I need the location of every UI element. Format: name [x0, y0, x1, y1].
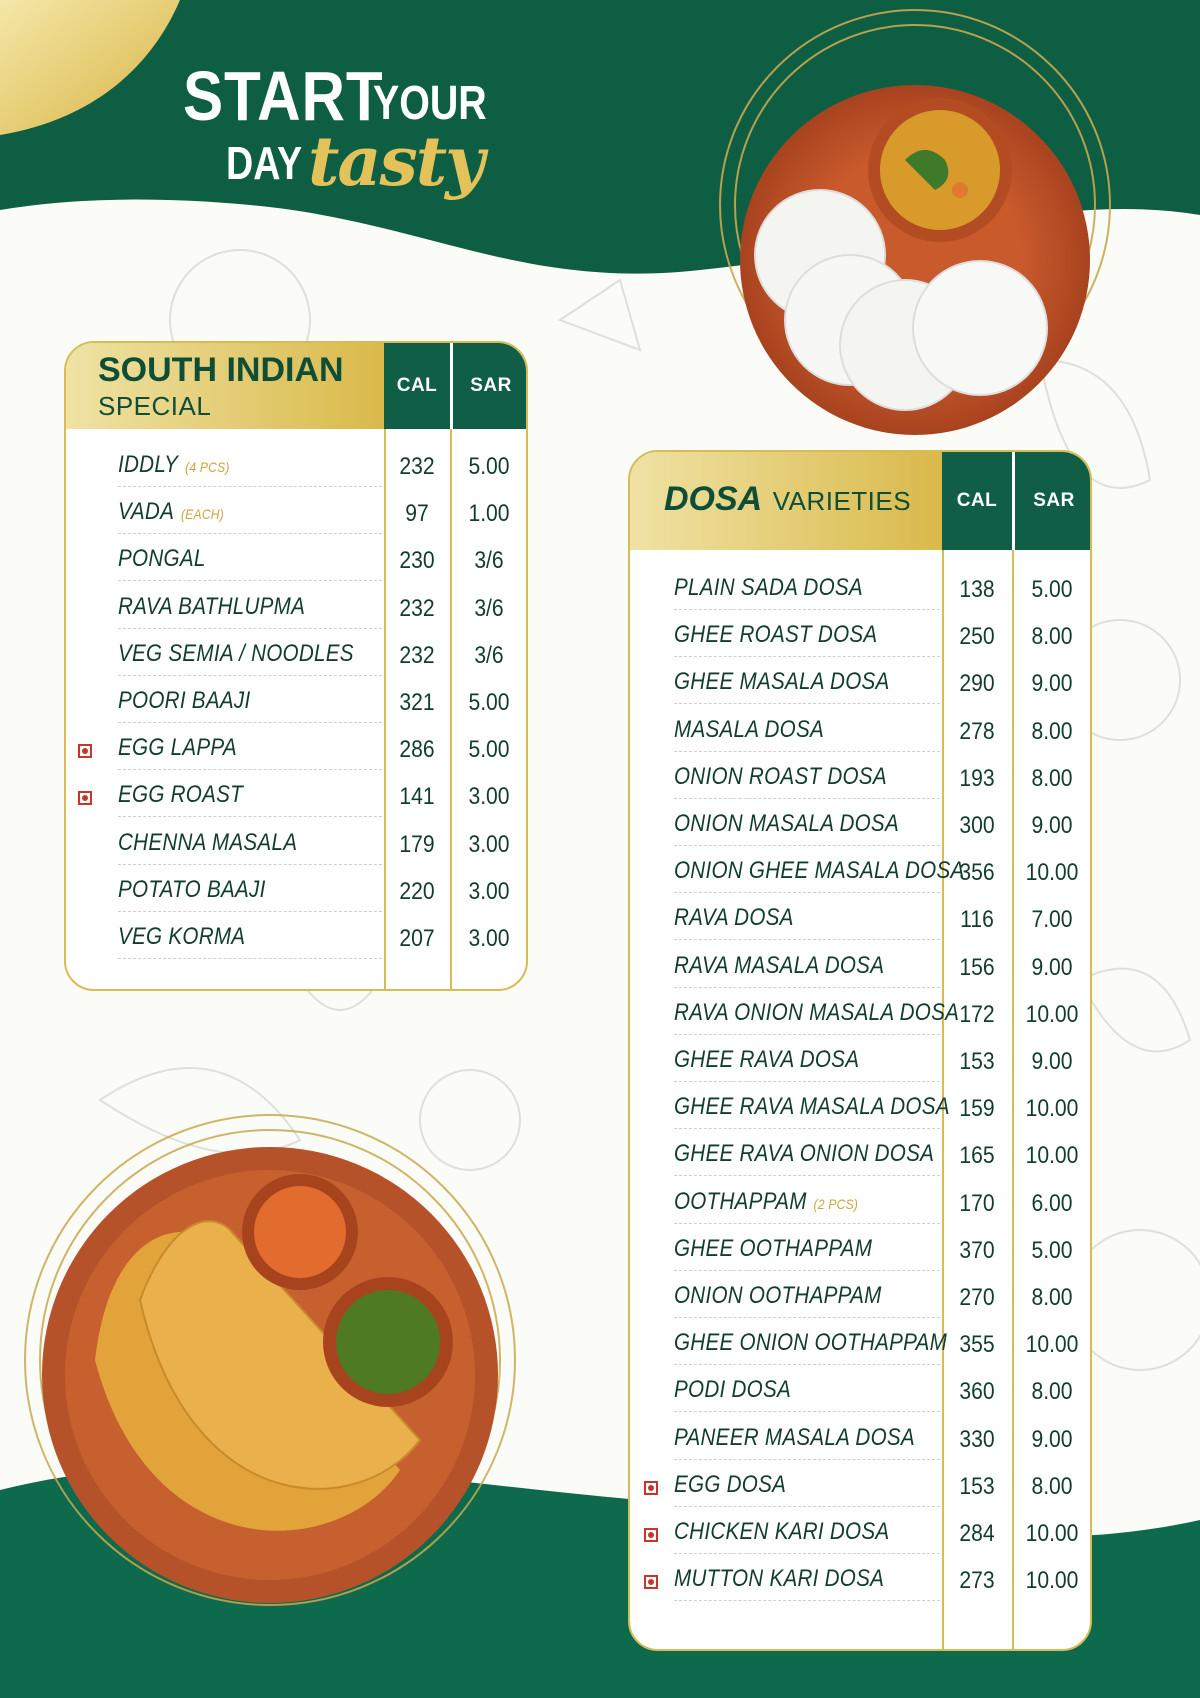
menu-row	[66, 866, 526, 912]
item-price: 6.00	[1031, 1189, 1073, 1217]
item-calories: 179	[399, 830, 435, 858]
menu-row	[630, 1319, 1090, 1365]
item-calories: 232	[399, 594, 435, 622]
headline-tasty: tasty	[308, 122, 483, 202]
item-price: 10.00	[1025, 1520, 1079, 1547]
menu-row	[66, 535, 526, 581]
item-name: ONION GHEE MASALA DOSA	[674, 857, 965, 885]
menu-row	[630, 1178, 1090, 1224]
item-calories: 232	[399, 641, 435, 669]
item-calories: 153	[959, 1472, 995, 1500]
non-veg-icon	[644, 1575, 658, 1589]
menu-row	[630, 1083, 1090, 1129]
item-name: GHEE MASALA DOSA	[674, 668, 890, 696]
item-calories: 273	[959, 1567, 995, 1595]
item-name: EGG ROAST	[118, 781, 244, 809]
menu-row	[630, 611, 1090, 657]
menu-row	[630, 1461, 1090, 1507]
headline-start: START	[183, 57, 384, 135]
item-name: IDDLY (4 PCS)	[118, 451, 230, 478]
menu-row	[66, 441, 526, 487]
item-calories: 172	[959, 1000, 995, 1028]
item-name: GHEE RAVA MASALA DOSA	[674, 1093, 950, 1121]
item-name: VEG SEMIA / NOODLES	[118, 639, 354, 667]
item-calories: 360	[959, 1378, 995, 1406]
item-calories: 207	[399, 925, 435, 952]
item-price: 10.00	[1025, 1567, 1079, 1595]
menu-row	[630, 658, 1090, 704]
dosa-header	[630, 452, 1090, 550]
item-calories: 284	[959, 1520, 995, 1547]
menu-row	[630, 1225, 1090, 1271]
item-price: 3.00	[468, 925, 510, 952]
item-name: PODI DOSA	[674, 1376, 792, 1404]
menu-row	[630, 753, 1090, 799]
south-indian-subtitle: SPECIAL	[98, 391, 212, 421]
south-indian-menu-card	[64, 341, 528, 991]
dosa-plate-image	[42, 1147, 498, 1603]
item-price: 3/6	[474, 641, 504, 669]
idly-plate-image	[740, 85, 1090, 435]
dosa-cal-header: CAL	[942, 452, 1012, 550]
item-price: 5.00	[468, 736, 510, 764]
item-price: 5.00	[1031, 576, 1073, 603]
item-price: 3.00	[468, 830, 510, 858]
headline-day: DAY	[226, 137, 303, 189]
item-price: 9.00	[1031, 812, 1073, 839]
item-price: 7.00	[1031, 906, 1073, 934]
south-indian-cal-header: CAL	[384, 343, 450, 429]
item-name: GHEE RAVA ONION DOSA	[674, 1140, 935, 1168]
item-price: 10.00	[1025, 859, 1079, 887]
item-name: CHENNA MASALA	[118, 828, 298, 856]
item-calories: 220	[399, 877, 435, 905]
menu-row	[630, 1366, 1090, 1412]
menu-row	[630, 706, 1090, 752]
item-price: 3/6	[474, 594, 504, 622]
item-calories: 138	[959, 576, 995, 603]
item-price: 10.00	[1025, 1142, 1079, 1170]
item-name: EGG LAPPA	[118, 734, 237, 762]
item-name: RAVA DOSA	[674, 904, 794, 932]
menu-row	[630, 989, 1090, 1035]
dosa-sar-header: SAR	[1012, 452, 1092, 550]
menu-row	[630, 1414, 1090, 1460]
menu-row	[630, 1272, 1090, 1318]
menu-row	[66, 724, 526, 770]
item-name: GHEE ONION OOTHAPPAM	[674, 1329, 948, 1357]
item-price: 10.00	[1025, 1331, 1079, 1359]
item-price: 10.00	[1025, 1095, 1079, 1123]
item-calories: 355	[959, 1331, 995, 1359]
item-calories: 278	[959, 717, 995, 745]
item-calories: 370	[959, 1236, 995, 1264]
item-price: 9.00	[1031, 670, 1073, 698]
item-name: POORI BAAJI	[118, 687, 251, 714]
item-calories: 193	[959, 764, 995, 792]
item-price: 5.00	[468, 453, 510, 480]
non-veg-icon	[78, 744, 92, 758]
non-veg-icon	[644, 1481, 658, 1495]
item-price: 9.00	[1031, 953, 1073, 981]
item-calories: 116	[960, 906, 994, 934]
menu-row	[630, 1130, 1090, 1176]
south-indian-sar-header: SAR	[450, 343, 528, 429]
item-calories: 97	[405, 500, 429, 528]
dosa-title: DOSA	[664, 480, 763, 518]
item-name: VADA (EACH)	[118, 498, 225, 526]
menu-row	[630, 942, 1090, 988]
item-name: PLAIN SADA DOSA	[674, 574, 863, 601]
item-price: 8.00	[1031, 764, 1073, 792]
item-name: GHEE RAVA DOSA	[674, 1046, 860, 1073]
non-veg-icon	[78, 791, 92, 805]
item-calories: 286	[399, 736, 435, 764]
menu-row	[66, 913, 526, 959]
menu-row	[66, 488, 526, 534]
item-name: OOTHAPPAM (2 PCS)	[674, 1187, 859, 1215]
item-name: ONION ROAST DOSA	[674, 762, 887, 790]
item-name: POTATO BAAJI	[118, 875, 266, 903]
item-price: 9.00	[1031, 1048, 1073, 1075]
south-indian-header	[66, 343, 526, 429]
item-name: GHEE ROAST DOSA	[674, 621, 878, 649]
item-name: RAVA ONION MASALA DOSA	[674, 998, 960, 1026]
non-veg-icon	[644, 1528, 658, 1542]
dosa-subtitle: VARIETIES	[772, 486, 912, 516]
menu-row	[630, 894, 1090, 940]
item-calories: 153	[959, 1048, 995, 1075]
item-quantity: (4 PCS)	[185, 459, 230, 475]
item-price: 8.00	[1031, 717, 1073, 745]
item-price: 8.00	[1031, 1472, 1073, 1500]
item-name: ONION OOTHAPPAM	[674, 1282, 882, 1309]
menu-row	[66, 819, 526, 865]
menu-row	[630, 1555, 1090, 1601]
item-quantity: (EACH)	[180, 506, 225, 523]
menu-row	[630, 564, 1090, 610]
south-indian-title: SOUTH INDIAN	[98, 351, 344, 389]
item-name: RAVA MASALA DOSA	[674, 951, 885, 979]
item-calories: 170	[959, 1189, 995, 1217]
menu-row	[630, 847, 1090, 893]
item-name: MASALA DOSA	[674, 715, 825, 743]
item-calories: 356	[959, 859, 995, 887]
item-calories: 165	[959, 1142, 995, 1170]
item-calories: 141	[399, 783, 435, 811]
item-name: MUTTON KARI DOSA	[674, 1565, 885, 1593]
menu-row	[66, 771, 526, 817]
item-price: 1.00	[468, 500, 510, 528]
item-calories: 330	[959, 1425, 995, 1453]
menu-row	[66, 677, 526, 723]
item-name: VEG KORMA	[118, 923, 246, 950]
menu-row	[66, 583, 526, 629]
item-price: 9.00	[1031, 1425, 1073, 1453]
item-price: 8.00	[1031, 623, 1073, 651]
menu-row	[630, 1036, 1090, 1082]
item-calories: 159	[959, 1095, 995, 1123]
item-price: 3/6	[474, 547, 504, 575]
item-price: 8.00	[1031, 1284, 1073, 1311]
item-calories: 300	[959, 812, 995, 839]
item-price: 10.00	[1025, 1000, 1079, 1028]
item-name: GHEE OOTHAPPAM	[674, 1234, 873, 1262]
menu-row	[630, 800, 1090, 846]
dosa-varieties-menu-card	[628, 450, 1092, 1651]
item-calories: 232	[399, 453, 435, 480]
menu-row	[630, 1508, 1090, 1554]
headline-your: YOUR	[373, 77, 487, 130]
item-quantity: (2 PCS)	[813, 1195, 859, 1212]
item-price: 8.00	[1031, 1378, 1073, 1406]
menu-row	[66, 630, 526, 676]
item-calories: 290	[959, 670, 995, 698]
item-price: 3.00	[468, 877, 510, 905]
item-name: PONGAL	[118, 545, 206, 573]
item-name: ONION MASALA DOSA	[674, 810, 899, 837]
item-calories: 270	[959, 1284, 995, 1311]
item-name: EGG DOSA	[674, 1470, 787, 1498]
item-name: CHICKEN KARI DOSA	[674, 1518, 890, 1545]
item-calories: 156	[959, 953, 995, 981]
item-price: 5.00	[1031, 1236, 1073, 1264]
item-price: 3.00	[468, 783, 510, 811]
item-price: 5.00	[468, 689, 510, 716]
item-calories: 230	[399, 547, 435, 575]
item-calories: 321	[399, 689, 435, 716]
item-calories: 250	[959, 623, 995, 651]
item-name: PANEER MASALA DOSA	[674, 1423, 915, 1451]
item-name: RAVA BATHLUPMA	[118, 592, 306, 620]
